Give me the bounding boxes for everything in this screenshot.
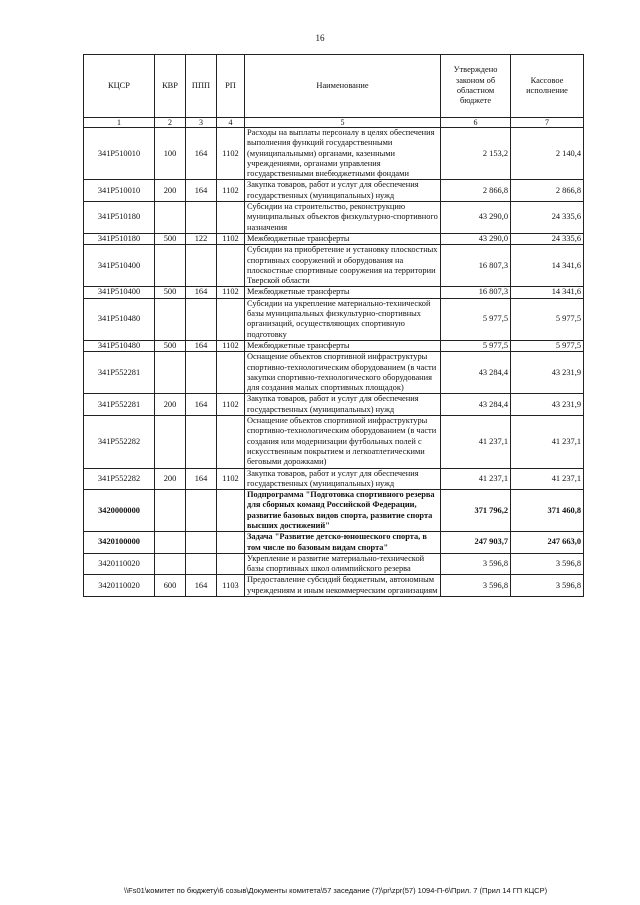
header-row	[84, 55, 584, 118]
cell-approved: 2 153,2	[441, 128, 511, 180]
cell-kvr: 200	[155, 394, 186, 416]
cell-executed: 24 335,6	[511, 233, 584, 244]
table-row	[84, 340, 584, 351]
table-row	[84, 298, 584, 340]
header-approved: Утверждено законом об областном бюджете	[441, 55, 511, 118]
cell-rp	[217, 490, 245, 532]
cell-executed: 5 977,5	[511, 298, 584, 340]
cell-kvr	[155, 532, 186, 554]
table-row	[84, 245, 584, 287]
cell-ppp	[186, 532, 217, 554]
column-index-row	[84, 118, 584, 128]
table-row	[84, 128, 584, 180]
cell-kvr: 200	[155, 468, 186, 490]
cell-rp	[217, 298, 245, 340]
cell-ppp	[186, 352, 217, 394]
column-index: 2	[155, 118, 186, 128]
cell-kcsr: 341P510010	[84, 180, 155, 202]
cell-rp	[217, 553, 245, 575]
table-row	[84, 575, 584, 597]
cell-kvr	[155, 298, 186, 340]
cell-kcsr: 341P510180	[84, 202, 155, 234]
cell-executed: 5 977,5	[511, 340, 584, 351]
cell-rp: 1102	[217, 180, 245, 202]
cell-kcsr: 341P552282	[84, 416, 155, 468]
cell-approved: 43 284,4	[441, 394, 511, 416]
cell-kcsr: 341P510480	[84, 298, 155, 340]
table-row	[84, 416, 584, 468]
cell-name: Закупка товаров, работ и услуг для обеспечения государственных (муниципальных) нужд	[245, 468, 441, 490]
cell-approved: 43 284,4	[441, 352, 511, 394]
table-row	[84, 287, 584, 298]
cell-approved: 247 903,7	[441, 532, 511, 554]
cell-ppp: 164	[186, 468, 217, 490]
cell-ppp: 164	[186, 394, 217, 416]
cell-approved: 41 237,1	[441, 468, 511, 490]
cell-kcsr: 341P552281	[84, 352, 155, 394]
cell-name: Межбюджетные трансферты	[245, 340, 441, 351]
cell-ppp: 164	[186, 180, 217, 202]
cell-approved: 5 977,5	[441, 340, 511, 351]
cell-kcsr: 341P510400	[84, 245, 155, 287]
cell-ppp: 164	[186, 287, 217, 298]
cell-name: Подпрограмма "Подготовка спортивного резерва для сборных команд Российской Федерации, развитие базовых видов спорта, развитие спорта высших достижений"	[245, 490, 441, 532]
page-number: 16	[315, 33, 325, 43]
cell-approved: 2 866,8	[441, 180, 511, 202]
cell-kcsr: 3420100000	[84, 532, 155, 554]
header-rp: РП	[217, 55, 245, 118]
cell-kvr	[155, 490, 186, 532]
header-executed: Кассовое исполнение	[511, 55, 584, 118]
cell-approved: 16 807,3	[441, 287, 511, 298]
cell-rp: 1102	[217, 128, 245, 180]
cell-rp	[217, 416, 245, 468]
cell-kvr: 200	[155, 180, 186, 202]
cell-ppp	[186, 416, 217, 468]
cell-name: Субсидии на строительство, реконструкцию муниципальных объектов физкультурно-спортивного назначения	[245, 202, 441, 234]
cell-kcsr: 341P510480	[84, 340, 155, 351]
cell-executed: 43 231,9	[511, 352, 584, 394]
cell-approved: 16 807,3	[441, 245, 511, 287]
cell-rp: 1102	[217, 340, 245, 351]
cell-approved: 43 290,0	[441, 233, 511, 244]
cell-kvr	[155, 245, 186, 287]
cell-kvr: 500	[155, 340, 186, 351]
cell-approved: 5 977,5	[441, 298, 511, 340]
cell-kvr: 600	[155, 575, 186, 597]
header-kcsr: КЦСР	[84, 55, 155, 118]
cell-executed: 41 237,1	[511, 416, 584, 468]
cell-name: Субсидии на укрепление материально-технической базы муниципальных физкультурно-спортивных организаций, осуществляющих спортивную подготовку	[245, 298, 441, 340]
table-row	[84, 180, 584, 202]
cell-ppp	[186, 245, 217, 287]
cell-executed: 41 237,1	[511, 468, 584, 490]
cell-ppp: 164	[186, 340, 217, 351]
header-name: Наименование	[245, 55, 441, 118]
column-index: 5	[245, 118, 441, 128]
cell-kvr: 500	[155, 287, 186, 298]
cell-approved: 43 290,0	[441, 202, 511, 234]
cell-kvr: 500	[155, 233, 186, 244]
cell-ppp: 164	[186, 128, 217, 180]
cell-rp	[217, 245, 245, 287]
header-kvr: КВР	[155, 55, 186, 118]
cell-approved: 41 237,1	[441, 416, 511, 468]
column-index: 4	[217, 118, 245, 128]
cell-name: Задача "Развитие детско-юношеского спорта, в том числе по базовым видам спорта"	[245, 532, 441, 554]
cell-approved: 3 596,8	[441, 575, 511, 597]
cell-executed: 371 460,8	[511, 490, 584, 532]
cell-executed: 2 140,4	[511, 128, 584, 180]
cell-rp: 1102	[217, 233, 245, 244]
table-row	[84, 532, 584, 554]
table-row	[84, 553, 584, 575]
cell-kcsr: 341P510010	[84, 128, 155, 180]
column-index: 3	[186, 118, 217, 128]
cell-ppp	[186, 298, 217, 340]
cell-kvr	[155, 416, 186, 468]
table-body	[84, 128, 584, 597]
cell-kcsr: 341P552282	[84, 468, 155, 490]
table-row	[84, 233, 584, 244]
cell-executed: 43 231,9	[511, 394, 584, 416]
table-row	[84, 394, 584, 416]
cell-name: Оснащение объектов спортивной инфраструктуры спортивно-технологическим оборудованием (в части закупки спортивно-технологического оборудования для создания малых спортивных площадок)	[245, 352, 441, 394]
cell-kcsr: 341P510400	[84, 287, 155, 298]
header-ppp: ППП	[186, 55, 217, 118]
cell-approved: 3 596,8	[441, 553, 511, 575]
cell-kcsr: 3420110020	[84, 553, 155, 575]
cell-name: Предоставление субсидий бюджетным, автономным учреждениям и иным некоммерческим организациям	[245, 575, 441, 597]
cell-kcsr: 341P552281	[84, 394, 155, 416]
cell-rp	[217, 532, 245, 554]
cell-executed: 3 596,8	[511, 575, 584, 597]
cell-kvr	[155, 202, 186, 234]
cell-ppp	[186, 202, 217, 234]
cell-kcsr: 3420110020	[84, 575, 155, 597]
cell-rp: 1103	[217, 575, 245, 597]
file-path-footer: \\Fs01\комитет по бюджету\6 созыв\Документы комитета\57 заседание (7)\pr\zpr(57) 1094-П-6\Прил. 7 (Прил 14 ГП КЦСР)	[124, 886, 548, 895]
cell-kvr: 100	[155, 128, 186, 180]
cell-rp: 1102	[217, 394, 245, 416]
cell-name: Расходы на выплаты персоналу в целях обеспечения выполнения функций государственными (муниципальными) органами, казенными учреждениями, органами управления государственными внебюджетными фондами	[245, 128, 441, 180]
cell-executed: 2 866,8	[511, 180, 584, 202]
cell-executed: 247 663,0	[511, 532, 584, 554]
cell-name: Межбюджетные трансферты	[245, 287, 441, 298]
cell-ppp: 164	[186, 575, 217, 597]
cell-kcsr: 3420000000	[84, 490, 155, 532]
cell-rp: 1102	[217, 287, 245, 298]
cell-executed: 14 341,6	[511, 287, 584, 298]
table-row	[84, 490, 584, 532]
cell-name: Укрепление и развитие материально-технической базы спортивных школ олимпийского резерва	[245, 553, 441, 575]
cell-ppp	[186, 553, 217, 575]
column-index: 7	[511, 118, 584, 128]
table-row	[84, 352, 584, 394]
cell-kvr	[155, 553, 186, 575]
cell-rp: 1102	[217, 468, 245, 490]
cell-executed: 14 341,6	[511, 245, 584, 287]
cell-executed: 3 596,8	[511, 553, 584, 575]
cell-name: Оснащение объектов спортивной инфраструктуры спортивно-технологическим оборудованием (в части создания или модернизации футбольных полей с искусственным покрытием и легкоатлетическими беговыми дорожками)	[245, 416, 441, 468]
table-row	[84, 468, 584, 490]
column-index: 6	[441, 118, 511, 128]
cell-ppp	[186, 490, 217, 532]
cell-name: Закупка товаров, работ и услуг для обеспечения государственных (муниципальных) нужд	[245, 180, 441, 202]
cell-executed: 24 335,6	[511, 202, 584, 234]
cell-rp	[217, 202, 245, 234]
cell-rp	[217, 352, 245, 394]
cell-name: Субсидии на приобретение и установку плоскостных спортивных сооружений и оборудования на плоскостные спортивные сооружения на территории Тверской области	[245, 245, 441, 287]
budget-table	[83, 54, 584, 597]
cell-kcsr: 341P510180	[84, 233, 155, 244]
cell-ppp: 122	[186, 233, 217, 244]
column-index: 1	[84, 118, 155, 128]
cell-kvr	[155, 352, 186, 394]
table-row	[84, 202, 584, 234]
cell-name: Межбюджетные трансферты	[245, 233, 441, 244]
cell-name: Закупка товаров, работ и услуг для обеспечения государственных (муниципальных) нужд	[245, 394, 441, 416]
cell-approved: 371 796,2	[441, 490, 511, 532]
